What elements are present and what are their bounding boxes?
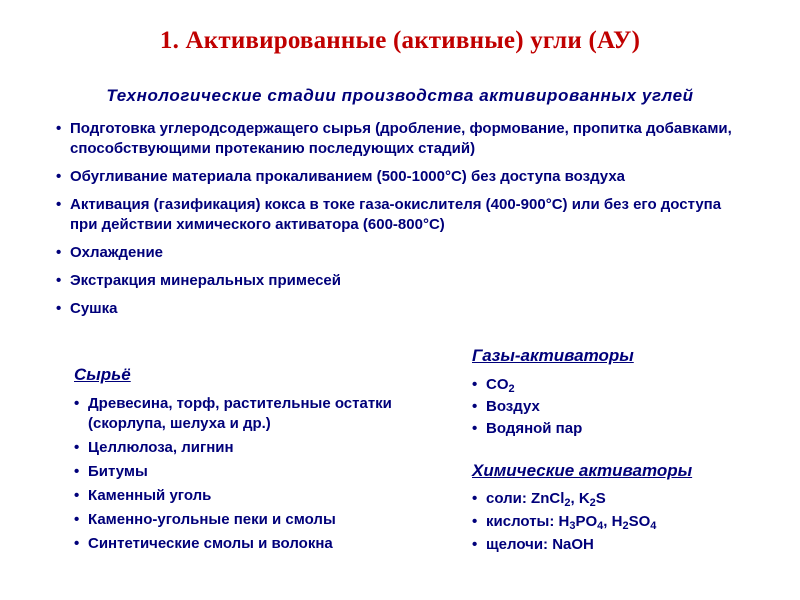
raw-material-item: • Каменный уголь (74, 486, 404, 506)
gas-activators-section (472, 345, 792, 441)
gas-activator-item-steam: • Водяной пар (472, 419, 792, 439)
raw-material-item: • Древесина, торф, растительные остатки (скорлупа, шелуха и др.) (74, 394, 404, 434)
chemical-activator-salts: • соли: ZnCl$_2$, $K_2S$ (472, 489, 792, 509)
stage-item-drying: • Сушка (56, 299, 746, 319)
chemical-activators-heading: Химические активаторы (472, 461, 693, 480)
stage-item-activation: • Активация (газификация) кокса в токе газа-окислителя (400-900°С) или без его доступа при действии химического активатора (600-800°С) (56, 195, 746, 235)
raw-materials-heading: Сырьё (74, 365, 131, 384)
gas-activators-list (472, 375, 792, 439)
slide-subtitle: Технологические стадии производства активированных углей (106, 86, 694, 105)
stage-item-preparation: • Подготовка углеродсодержащего сырья (дробление, формование, пропитка добавками, способствующими протеканию последующих стадий) (56, 119, 746, 159)
raw-material-item: • Синтетические смолы и волокна (74, 534, 404, 554)
production-stages-list (56, 119, 746, 327)
raw-material-item: • Целлюлоза, лигнин (74, 438, 404, 458)
raw-material-item: • Битумы (74, 462, 404, 482)
gas-activator-item-air: • Воздух (472, 397, 792, 417)
chemical-activators-section (472, 460, 792, 558)
raw-material-item: • Каменно-угольные пеки и смолы (74, 510, 404, 530)
stage-item-carbonization: • Обугливание материала прокаливанием (500-1000°С) без доступа воздуха (56, 167, 746, 187)
chemical-activator-acids: • кислоты: $H_3PO_4$, $H_2SO_4$ (472, 512, 792, 532)
raw-materials-list (74, 394, 404, 554)
stage-item-cooling: • Охлаждение (56, 243, 746, 263)
slide-title: 1. Активированные (активные) угли (АУ) (159, 27, 641, 54)
gas-activator-item-co2: • $CO_2$ (472, 375, 792, 395)
raw-materials-section (74, 364, 404, 558)
chemical-activator-alkalis: • щелочи: NaOH (472, 535, 792, 555)
chemical-activators-list (472, 489, 792, 555)
stage-item-extraction: • Экстракция минеральных примесей (56, 271, 746, 291)
gas-activators-heading: Газы-активаторы (472, 346, 634, 365)
